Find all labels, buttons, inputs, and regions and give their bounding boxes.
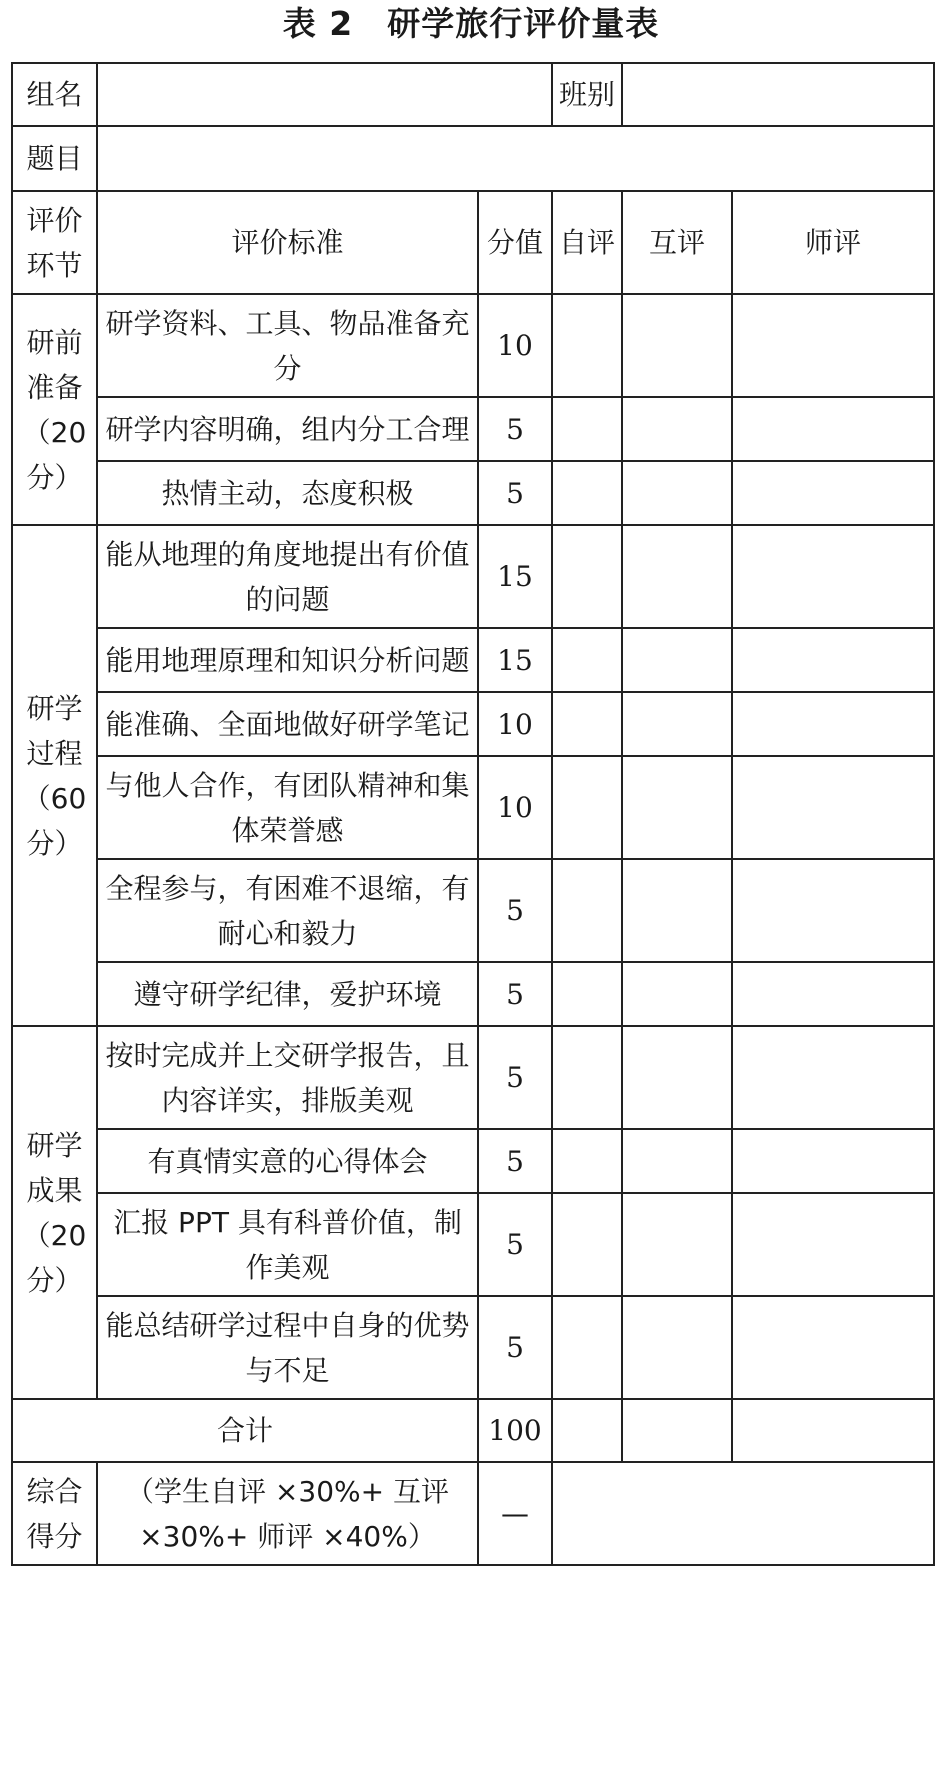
stage-cell: 研前准备（20分） [12,294,97,525]
header-self: 自评 [552,191,622,294]
self-score-cell[interactable] [552,525,622,628]
criterion-cell: 能从地理的角度地提出有价值的问题 [97,525,478,628]
header-peer: 互评 [622,191,732,294]
criteria-row [12,962,934,1026]
score-cell: 10 [478,294,552,397]
teacher-score-cell[interactable] [732,1193,934,1296]
topic-value-cell[interactable] [97,126,934,191]
group-label: 组名 [12,63,97,126]
overall-value-cell[interactable] [552,1462,934,1565]
evaluation-table [11,62,935,1566]
criteria-row [12,628,934,692]
score-cell: 5 [478,1026,552,1129]
criteria-row [12,461,934,525]
criterion-cell: 遵守研学纪律，爱护环境 [97,962,478,1026]
teacher-score-cell[interactable] [732,1026,934,1129]
score-cell: 5 [478,461,552,525]
peer-score-cell[interactable] [622,461,732,525]
self-score-cell[interactable] [552,397,622,461]
class-label: 班别 [552,63,622,126]
peer-score-cell[interactable] [622,756,732,859]
stage-cell: 研学成果（20分） [12,1026,97,1399]
total-peer-cell[interactable] [622,1399,732,1462]
peer-score-cell[interactable] [622,525,732,628]
criteria-row [12,756,934,859]
criterion-cell: 与他人合作，有团队精神和集体荣誉感 [97,756,478,859]
total-teacher-cell[interactable] [732,1399,934,1462]
score-cell: 5 [478,859,552,962]
overall-score: — [478,1462,552,1565]
overall-row [12,1462,934,1565]
score-cell: 10 [478,692,552,756]
peer-score-cell[interactable] [622,1026,732,1129]
stage-cell: 研学过程（60分） [12,525,97,1026]
class-value-cell[interactable] [622,63,934,126]
teacher-score-cell[interactable] [732,692,934,756]
score-cell: 5 [478,1296,552,1399]
header-row [12,191,934,294]
total-row [12,1399,934,1462]
header-stage: 评价环节 [12,191,97,294]
self-score-cell[interactable] [552,1296,622,1399]
criterion-cell: 汇报 PPT 具有科普价值，制作美观 [97,1193,478,1296]
score-cell: 15 [478,525,552,628]
group-row [12,63,934,126]
criterion-cell: 能用地理原理和知识分析问题 [97,628,478,692]
header-criteria: 评价标准 [97,191,478,294]
header-teacher: 师评 [732,191,934,294]
criteria-row [12,1026,934,1129]
total-score: 100 [478,1399,552,1462]
criteria-row [12,692,934,756]
score-cell: 5 [478,962,552,1026]
self-score-cell[interactable] [552,859,622,962]
teacher-score-cell[interactable] [732,461,934,525]
criteria-row [12,1129,934,1193]
overall-formula: （学生自评 ×30%+ 互评 ×30%+ 师评 ×40%） [97,1462,478,1565]
self-score-cell[interactable] [552,962,622,1026]
teacher-score-cell[interactable] [732,1129,934,1193]
criterion-cell: 按时完成并上交研学报告，且内容详实，排版美观 [97,1026,478,1129]
self-score-cell[interactable] [552,1129,622,1193]
self-score-cell[interactable] [552,692,622,756]
topic-row [12,126,934,191]
criteria-row [12,859,934,962]
teacher-score-cell[interactable] [732,397,934,461]
page-title: 表 2 研学旅行评价量表 [282,4,660,43]
topic-label: 题目 [12,126,97,191]
peer-score-cell[interactable] [622,692,732,756]
criterion-cell: 研学内容明确，组内分工合理 [97,397,478,461]
self-score-cell[interactable] [552,756,622,859]
criteria-row [12,1193,934,1296]
teacher-score-cell[interactable] [732,525,934,628]
criteria-row [12,525,934,628]
self-score-cell[interactable] [552,628,622,692]
score-cell: 5 [478,397,552,461]
teacher-score-cell[interactable] [732,294,934,397]
score-cell: 10 [478,756,552,859]
peer-score-cell[interactable] [622,1296,732,1399]
teacher-score-cell[interactable] [732,628,934,692]
criterion-cell: 研学资料、工具、物品准备充分 [97,294,478,397]
peer-score-cell[interactable] [622,859,732,962]
self-score-cell[interactable] [552,1193,622,1296]
header-score: 分值 [478,191,552,294]
peer-score-cell[interactable] [622,628,732,692]
criteria-row [12,397,934,461]
criterion-cell: 全程参与，有困难不退缩，有耐心和毅力 [97,859,478,962]
peer-score-cell[interactable] [622,397,732,461]
criterion-cell: 能准确、全面地做好研学笔记 [97,692,478,756]
peer-score-cell[interactable] [622,1193,732,1296]
teacher-score-cell[interactable] [732,1296,934,1399]
criteria-row [12,294,934,397]
criterion-cell: 热情主动，态度积极 [97,461,478,525]
peer-score-cell[interactable] [622,294,732,397]
overall-label: 综合得分 [12,1462,97,1565]
self-score-cell[interactable] [552,1026,622,1129]
teacher-score-cell[interactable] [732,962,934,1026]
total-label: 合计 [12,1399,478,1462]
criterion-cell: 有真情实意的心得体会 [97,1129,478,1193]
peer-score-cell[interactable] [622,962,732,1026]
teacher-score-cell[interactable] [732,756,934,859]
total-self-cell[interactable] [552,1399,622,1462]
group-value-cell[interactable] [97,63,552,126]
teacher-score-cell[interactable] [732,859,934,962]
criteria-row [12,1296,934,1399]
peer-score-cell[interactable] [622,1129,732,1193]
self-score-cell[interactable] [552,461,622,525]
self-score-cell[interactable] [552,294,622,397]
score-cell: 15 [478,628,552,692]
criterion-cell: 能总结研学过程中自身的优势与不足 [97,1296,478,1399]
score-cell: 5 [478,1193,552,1296]
score-cell: 5 [478,1129,552,1193]
